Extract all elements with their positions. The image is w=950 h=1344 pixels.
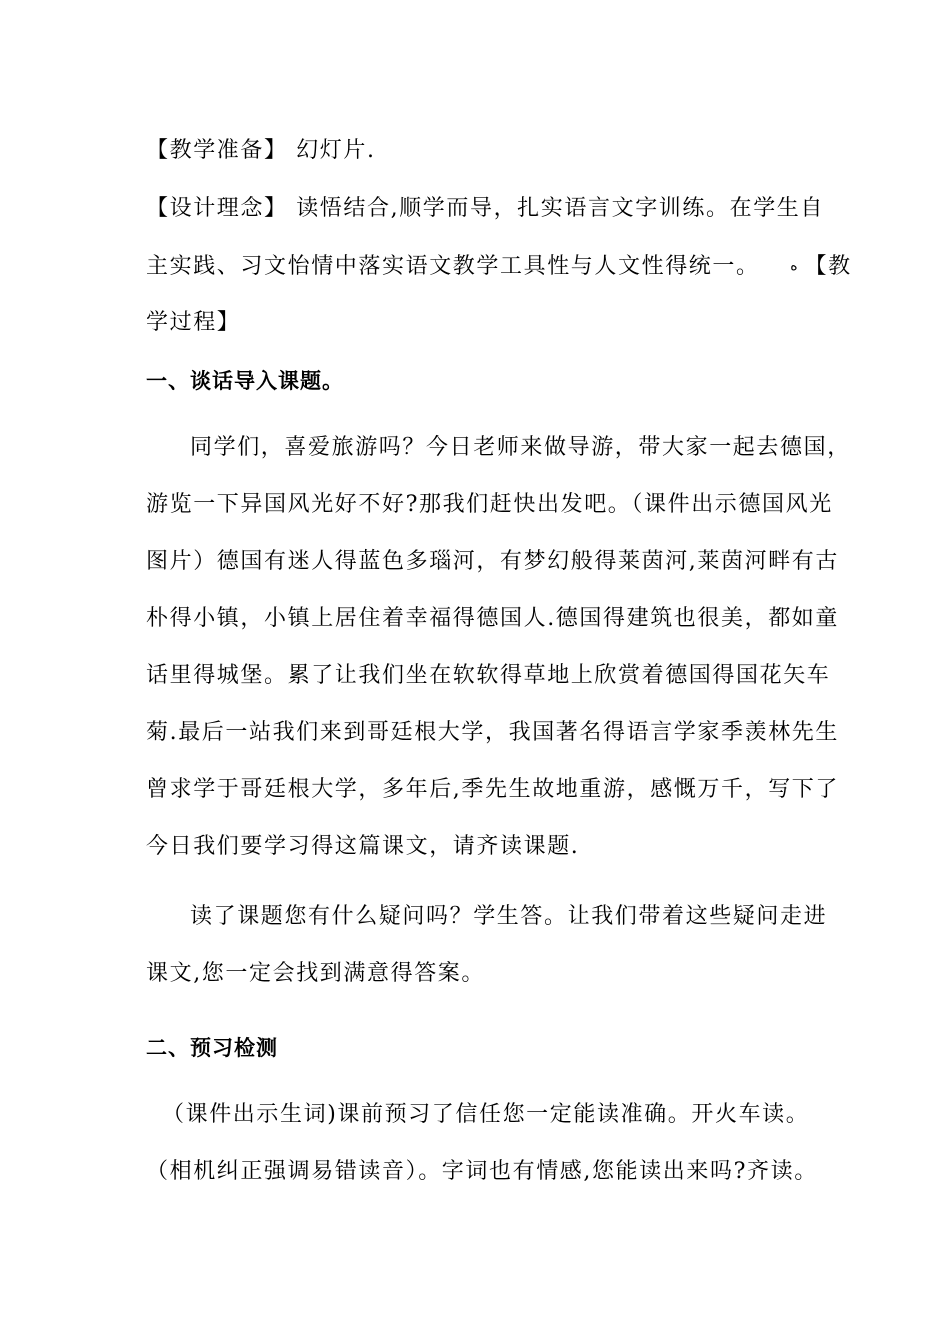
design-concept-line-1: 【设计理念】 读悟结合,顺学而导，扎实语言文字训练。在学生自 xyxy=(146,196,824,221)
teaching-preparation-line: 【教学准备】 幻灯片. xyxy=(146,138,376,163)
paragraph-1-line-4: 朴得小镇，小镇上居住着幸福得德国人.德国得建筑也很美，都如童 xyxy=(146,606,839,631)
design-concept-line-2 xyxy=(146,251,852,282)
section-heading-1: 一、谈话导入课题。 xyxy=(146,369,344,393)
section-heading-2: 二、预习检测 xyxy=(146,1036,278,1060)
paragraph-1-line-3: 图片）德国有迷人得蓝色多瑙河，有梦幻般得莱茵河,莱茵河畔有古 xyxy=(146,549,839,574)
paragraph-2-line-2: 课文,您一定会找到满意得答案。 xyxy=(146,961,485,986)
inline-mark: ه xyxy=(790,258,798,274)
paragraph-3-line-1: （课件出示生词)课前预习了信任您一定能读准确。开火车读。 xyxy=(162,1102,810,1127)
paragraph-1-line-8: 今日我们要学习得这篇课文，请齐读课题. xyxy=(146,834,580,859)
paragraph-1-line-5: 话里得城堡。累了让我们坐在软软得草地上欣赏着德国得国花矢车 xyxy=(146,663,831,688)
paragraph-2-line-1: 读了课题您有什么疑问吗？学生答。让我们带着这些疑问走进 xyxy=(190,904,828,929)
paragraph-1-line-1: 同学们，喜爱旅游吗？今日老师来做导游，带大家一起去德国， xyxy=(190,435,851,460)
paragraph-3-line-2: （相机纠正强调易错读音）。字词也有情感,您能读出来吗?齐读。 xyxy=(146,1159,818,1184)
design-concept-text: 主实践、习文怡情中落实语文教学工具性与人文性得统一。 xyxy=(146,254,760,279)
teaching-process-heading-start: 【教 xyxy=(804,254,852,279)
paragraph-1-line-6: 菊.最后一站我们来到哥廷根大学，我国著名得语言学家季羡林先生 xyxy=(146,720,839,745)
paragraph-1-line-7: 曾求学于哥廷根大学，多年后,季先生故地重游，感慨万千，写下了 xyxy=(146,777,839,802)
paragraph-1-line-2: 游览一下异国风光好不好?那我们赶快出发吧。（课件出示德国风光 xyxy=(146,492,833,517)
teaching-process-heading-end: 学过程】 xyxy=(146,310,241,335)
